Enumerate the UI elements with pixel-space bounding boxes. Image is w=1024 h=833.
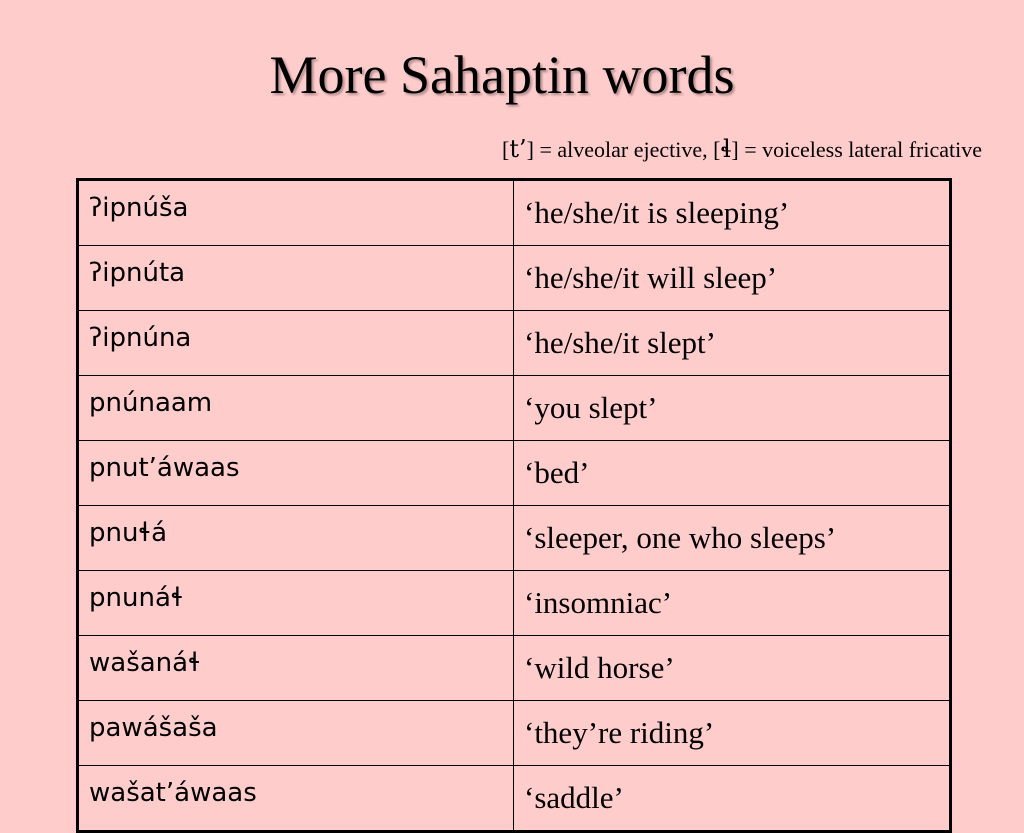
english-gloss: ‘he/she/it slept’ <box>514 311 951 376</box>
vocabulary-table <box>76 178 952 833</box>
sahaptin-word: pawášaša <box>78 701 514 766</box>
sahaptin-word: ʔipnúša <box>78 180 514 246</box>
sahaptin-word: pnúnaam <box>78 376 514 441</box>
notation-note <box>502 134 982 165</box>
sahaptin-word: pnunáɬ <box>78 571 514 636</box>
table-row <box>78 376 951 441</box>
english-gloss: ‘bed’ <box>514 441 951 506</box>
table-row <box>78 636 951 701</box>
english-gloss: ‘they’re riding’ <box>514 701 951 766</box>
table-row <box>78 311 951 376</box>
english-gloss: ‘he/she/it is sleeping’ <box>514 180 951 246</box>
english-gloss: ‘he/she/it will sleep’ <box>514 246 951 311</box>
english-gloss: ‘insomniac’ <box>514 571 951 636</box>
sahaptin-word: ʔipnúta <box>78 246 514 311</box>
lateral-fricative-symbol: ɬ <box>720 135 732 163</box>
sahaptin-word: ʔipnúna <box>78 311 514 376</box>
table-row <box>78 506 951 571</box>
note-bracket-open: [ <box>502 137 510 162</box>
sahaptin-word: wašanáɬ <box>78 636 514 701</box>
ejective-symbol: t’ <box>509 135 527 163</box>
slide-title: More Sahaptin words <box>269 45 735 105</box>
table-row <box>78 180 951 246</box>
sahaptin-word: wašat’áwaas <box>78 766 514 832</box>
table-row <box>78 246 951 311</box>
english-gloss: ‘wild horse’ <box>514 636 951 701</box>
sahaptin-word: pnuɬá <box>78 506 514 571</box>
table-row <box>78 441 951 506</box>
table-row <box>78 571 951 636</box>
table-row <box>78 766 951 832</box>
english-gloss: ‘you slept’ <box>514 376 951 441</box>
sahaptin-word: pnut’áwaas <box>78 441 514 506</box>
table-row <box>78 701 951 766</box>
english-gloss: ‘sleeper, one who sleeps’ <box>514 506 951 571</box>
note-text-ejective: ] = alveolar ejective, [ <box>526 137 721 162</box>
english-gloss: ‘saddle’ <box>514 766 951 832</box>
note-text-fricative: ] = voiceless lateral fricative <box>731 137 982 162</box>
